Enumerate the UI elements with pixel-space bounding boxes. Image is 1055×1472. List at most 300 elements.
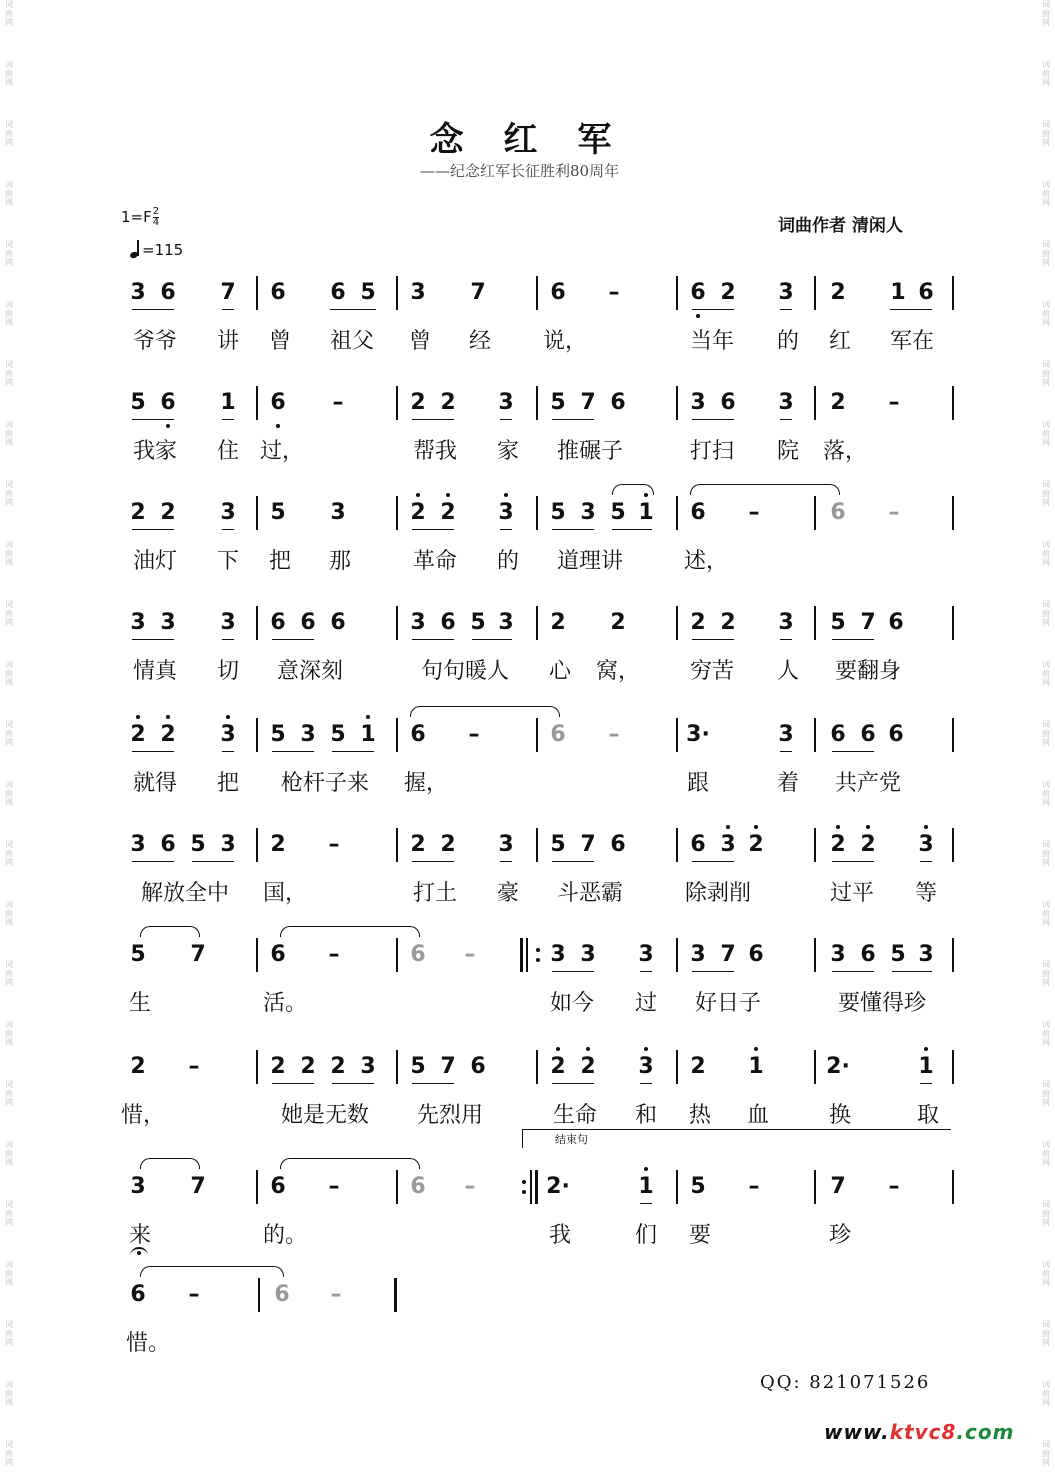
note: 5 (470, 610, 486, 635)
note: 5 (550, 390, 566, 415)
barline (814, 938, 816, 972)
double-barline (520, 938, 523, 972)
lyric: 我家 (132, 439, 178, 464)
barline (396, 496, 398, 530)
watermark-right (1039, 0, 1053, 1472)
underline (692, 639, 734, 640)
note: 7 (190, 942, 206, 967)
repeat-dot (536, 958, 540, 962)
barline (814, 828, 816, 862)
note: 5 (270, 722, 286, 747)
watermark-char: 曲 (1042, 1389, 1050, 1398)
watermark-char: 词 (5, 1020, 13, 1029)
watermark-char: 网 (1042, 78, 1050, 87)
watermark-char: 网 (5, 1038, 13, 1047)
barline (526, 938, 528, 972)
note: 1 (918, 1054, 934, 1079)
watermark-char: 网 (1042, 1218, 1050, 1227)
barline (952, 828, 954, 862)
barline (396, 1170, 398, 1204)
note: 3 (160, 610, 176, 635)
octave-dot-high (644, 1047, 648, 1051)
tie-slur (280, 1158, 420, 1169)
note: 3 (550, 942, 566, 967)
watermark-char: 曲 (1042, 1089, 1050, 1098)
watermark-char: 网 (5, 678, 13, 687)
underline (222, 529, 234, 530)
watermark-char: 词 (5, 1080, 13, 1089)
underline (222, 309, 234, 310)
note: 6 (860, 722, 876, 747)
watermark-char: 曲 (5, 1269, 13, 1278)
underline (132, 309, 174, 310)
watermark-char: 词 (5, 600, 13, 609)
barline (814, 1050, 816, 1084)
tempo-value: =115 (142, 241, 184, 259)
octave-dot-high (924, 1047, 928, 1051)
note: 2 (830, 390, 846, 415)
watermark-char: 词 (5, 300, 13, 309)
watermark-char: 网 (5, 198, 13, 207)
lyric: 当年 (689, 329, 735, 354)
lyric: 句句暖人 (420, 659, 510, 684)
watermark-char: 词 (1042, 1200, 1050, 1209)
watermark-char: 词 (1042, 540, 1050, 549)
note: 7 (190, 1174, 206, 1199)
note: 3 (410, 610, 426, 635)
note: 2 (748, 832, 764, 857)
note: 6 (130, 1282, 146, 1307)
note: 3 (130, 610, 146, 635)
note: 2 (550, 1054, 566, 1079)
underline (920, 1083, 932, 1084)
watermark-char: 词 (1042, 1380, 1050, 1389)
barline (952, 386, 954, 420)
barline (396, 606, 398, 640)
watermark-char: 曲 (5, 1029, 13, 1038)
watermark-char: 网 (1042, 618, 1050, 627)
song-title: 念 红 军 (429, 120, 626, 160)
note: 2 (860, 832, 876, 857)
lyric: 来 (128, 1223, 152, 1248)
note: 2 (580, 1054, 596, 1079)
note: 6 (160, 390, 176, 415)
time-numerator: 2 (152, 206, 160, 217)
lyric: 红 (828, 329, 852, 354)
note: 3 (778, 722, 794, 747)
underline (832, 751, 874, 752)
watermark-char: 曲 (5, 909, 13, 918)
watermark-char: 网 (5, 738, 13, 747)
note: 6 (440, 610, 456, 635)
lyric: 祖父 (329, 329, 375, 354)
note: 2 (160, 722, 176, 747)
watermark-char: 曲 (5, 249, 13, 258)
lyric: 意深刻 (276, 659, 344, 684)
lyric: 帮我 (412, 439, 458, 464)
underline (272, 751, 314, 752)
lyric: 血 (746, 1103, 770, 1128)
note: 2 (410, 832, 426, 857)
watermark-char: 曲 (5, 789, 13, 798)
note: 3 (830, 942, 846, 967)
underline (132, 861, 174, 862)
watermark-char: 网 (1042, 438, 1050, 447)
note: 2· (546, 1174, 570, 1199)
note: 6 (270, 280, 286, 305)
barline (536, 718, 538, 752)
underline (552, 529, 594, 530)
note: – (330, 1282, 342, 1307)
barline (814, 496, 816, 530)
watermark-char: 曲 (1042, 189, 1050, 198)
watermark-char: 曲 (5, 1149, 13, 1158)
watermark-char: 网 (5, 1218, 13, 1227)
lyric: 道理讲 (556, 549, 624, 574)
note: 3 (720, 832, 736, 857)
tie-slur (280, 926, 420, 937)
watermark-char: 词 (1042, 720, 1050, 729)
repeat-dot (536, 948, 540, 952)
lyric: 油灯 (132, 549, 178, 574)
note: 3 (638, 1054, 654, 1079)
watermark-char: 词 (1042, 780, 1050, 789)
lyric: 共产党 (834, 771, 902, 796)
note: 3 (690, 942, 706, 967)
barline (396, 828, 398, 862)
note: 1 (638, 1174, 654, 1199)
note: 5 (270, 500, 286, 525)
octave-dot-low (166, 424, 170, 428)
note: 3 (498, 832, 514, 857)
watermark-char: 网 (5, 1458, 13, 1467)
lyric: 惜。 (125, 1331, 171, 1356)
note: – (328, 1174, 340, 1199)
watermark-char: 网 (1042, 18, 1050, 27)
watermark-char: 曲 (1042, 1149, 1050, 1158)
watermark-char: 曲 (5, 549, 13, 558)
underline (552, 861, 594, 862)
watermark-char: 词 (1042, 120, 1050, 129)
underline (890, 309, 932, 310)
watermark-char: 词 (5, 120, 13, 129)
lyric: 人 (776, 659, 800, 684)
watermark-char: 曲 (1042, 969, 1050, 978)
watermark-char: 词 (1042, 360, 1050, 369)
underline (132, 419, 174, 420)
note: 5 (830, 610, 846, 635)
octave-dot-high (754, 825, 758, 829)
underline (222, 419, 234, 420)
lyric: 取 (916, 1103, 940, 1128)
barline (396, 386, 398, 420)
watermark-char: 词 (5, 180, 13, 189)
watermark-char: 网 (5, 18, 13, 27)
barline (536, 1050, 538, 1084)
lyric: 说， (542, 329, 588, 354)
note: 3 (498, 390, 514, 415)
lyric: 住 (216, 439, 240, 464)
note: 5 (130, 390, 146, 415)
watermark-char: 词 (5, 960, 13, 969)
watermark-char: 网 (1042, 1158, 1050, 1167)
watermark-char: 词 (1042, 1140, 1050, 1149)
note: 3 (778, 280, 794, 305)
note: – (188, 1054, 200, 1079)
lyric: 握， (403, 771, 449, 796)
note: 6 (330, 280, 346, 305)
watermark-char: 词 (1042, 1080, 1050, 1089)
watermark-char: 曲 (1042, 1269, 1050, 1278)
lyric: 她是无数 (280, 1103, 370, 1128)
note: 6 (610, 390, 626, 415)
lyric: 军在 (889, 329, 935, 354)
underline (892, 971, 932, 972)
watermark-char: 曲 (1042, 1029, 1050, 1038)
barline (676, 828, 678, 862)
octave-dot-high (586, 1047, 590, 1051)
note: 6 (410, 1174, 426, 1199)
note: – (748, 1174, 760, 1199)
watermark-char: 曲 (5, 1389, 13, 1398)
note: 3 (778, 390, 794, 415)
watermark-char: 曲 (5, 69, 13, 78)
watermark-char: 曲 (5, 1329, 13, 1338)
note: 6 (830, 722, 846, 747)
note: 6 (888, 610, 904, 635)
watermark-char: 词 (5, 360, 13, 369)
watermark-char: 词 (1042, 1320, 1050, 1329)
watermark-char: 网 (1042, 738, 1050, 747)
lyric: 革命 (412, 549, 458, 574)
octave-dot-high (556, 1047, 560, 1051)
watermark-char: 曲 (1042, 129, 1050, 138)
barline (536, 606, 538, 640)
watermark-char: 曲 (1042, 609, 1050, 618)
watermark-char: 曲 (5, 1449, 13, 1458)
note: 6 (690, 832, 706, 857)
watermark-char: 网 (1042, 498, 1050, 507)
octave-dot-high (416, 493, 420, 497)
underline (222, 751, 234, 752)
lyric: 推碾子 (556, 439, 624, 464)
watermark-char: 曲 (5, 1089, 13, 1098)
note: 6 (550, 280, 566, 305)
lyric: 过 (634, 991, 658, 1016)
note: – (328, 832, 340, 857)
underline (640, 971, 652, 972)
watermark-char: 网 (1042, 1098, 1050, 1107)
barline (676, 1170, 678, 1204)
watermark-char: 曲 (5, 9, 13, 18)
octave-dot-high (836, 825, 840, 829)
underline (132, 529, 174, 530)
watermark-char: 词 (1042, 840, 1050, 849)
watermark-char: 网 (1042, 558, 1050, 567)
lyric: 下 (216, 549, 240, 574)
note: 6 (270, 610, 286, 635)
underline (412, 639, 454, 640)
barline (256, 718, 258, 752)
note: 2 (300, 1054, 316, 1079)
watermark-char: 网 (1042, 1278, 1050, 1287)
note: 6 (160, 832, 176, 857)
watermark-char: 网 (5, 1278, 13, 1287)
watermark-char: 网 (5, 78, 13, 87)
note: 5 (410, 1054, 426, 1079)
watermark-char: 词 (1042, 0, 1050, 9)
tie-slur (140, 1158, 200, 1169)
note: 3 (918, 832, 934, 857)
lyric: 要 (688, 1223, 712, 1248)
watermark-char: 词 (5, 660, 13, 669)
double-barline (535, 1170, 538, 1204)
watermark-char: 网 (5, 1338, 13, 1347)
key-prefix: 1=F (121, 208, 152, 226)
barline (952, 276, 954, 310)
barline (814, 718, 816, 752)
watermark-char: 词 (1042, 240, 1050, 249)
watermark-char: 词 (1042, 900, 1050, 909)
watermark-char: 网 (5, 138, 13, 147)
watermark-char: 曲 (1042, 729, 1050, 738)
lyric: 惜， (120, 1103, 166, 1128)
watermark-char: 网 (5, 798, 13, 807)
underline (500, 861, 512, 862)
underline (332, 751, 374, 752)
note: 2 (830, 280, 846, 305)
note: 3 (690, 390, 706, 415)
note: 5 (330, 722, 346, 747)
watermark-char: 词 (1042, 660, 1050, 669)
lyric: 情真 (132, 659, 178, 684)
watermark-char: 曲 (5, 969, 13, 978)
watermark-char: 曲 (1042, 309, 1050, 318)
note: 5 (190, 832, 206, 857)
underline (412, 861, 454, 862)
note: 3· (686, 722, 710, 747)
quarter-note-icon (130, 240, 140, 258)
note: – (748, 500, 760, 525)
barline (530, 1170, 532, 1204)
note: 6 (748, 942, 764, 967)
watermark-char: 曲 (5, 189, 13, 198)
tie-slur (140, 1266, 284, 1277)
lyric: 的 (496, 549, 520, 574)
note: 3 (300, 722, 316, 747)
note: 1 (220, 390, 236, 415)
watermark-char: 曲 (1042, 429, 1050, 438)
watermark-char: 网 (1042, 858, 1050, 867)
underline (500, 419, 512, 420)
lyric: 活。 (262, 991, 308, 1016)
watermark-char: 词 (5, 1320, 13, 1329)
octave-dot-high (504, 493, 508, 497)
underline (412, 419, 454, 420)
note: 7 (830, 1174, 846, 1199)
lyric: 枪杆子来 (280, 771, 370, 796)
watermark-char: 曲 (1042, 9, 1050, 18)
lyric: 如今 (549, 991, 595, 1016)
double-barline (394, 1278, 397, 1312)
note: 3 (130, 280, 146, 305)
note: 3 (778, 610, 794, 635)
watermark-char: 曲 (5, 1209, 13, 1218)
underline (832, 971, 874, 972)
note: – (332, 390, 344, 415)
note: 2 (130, 500, 146, 525)
note: 3 (220, 610, 236, 635)
barline (536, 276, 538, 310)
note: 7 (860, 610, 876, 635)
lyric: 家 (496, 439, 520, 464)
note: 6 (690, 280, 706, 305)
lyric: 要翻身 (834, 659, 902, 684)
underline (330, 309, 376, 310)
octave-dot-low (276, 424, 280, 428)
tie-slur (690, 484, 840, 495)
lyric: 曾 (268, 329, 292, 354)
note: – (328, 942, 340, 967)
octave-dot-high (924, 825, 928, 829)
note: 6 (918, 280, 934, 305)
watermark-char: 词 (5, 840, 13, 849)
note: 3 (360, 1054, 376, 1079)
watermark-char: 曲 (1042, 789, 1050, 798)
underline (780, 639, 792, 640)
barline (814, 1170, 816, 1204)
barline (256, 938, 258, 972)
note: 3 (498, 500, 514, 525)
watermark-char: 网 (5, 1098, 13, 1107)
watermark-char: 曲 (1042, 489, 1050, 498)
barline (676, 718, 678, 752)
barline (952, 718, 954, 752)
watermark-char: 网 (1042, 258, 1050, 267)
lyric: 的。 (262, 1223, 308, 1248)
underline (332, 1083, 374, 1084)
composer-credit: 词曲作者 清闲人 (778, 216, 903, 236)
note: 3 (130, 1174, 146, 1199)
time-signature (153, 207, 159, 228)
lyric: 着 (776, 771, 800, 796)
note: 6 (830, 500, 846, 525)
note: – (464, 1174, 476, 1199)
note: – (888, 1174, 900, 1199)
note: 6 (470, 1054, 486, 1079)
underline (780, 309, 792, 310)
tie-slur (410, 706, 560, 717)
watermark-char: 网 (1042, 198, 1050, 207)
lyric: 和 (634, 1103, 658, 1128)
watermark-char: 词 (1042, 960, 1050, 969)
watermark-char: 曲 (5, 849, 13, 858)
note: 6 (888, 722, 904, 747)
note: 1 (890, 280, 906, 305)
barline (952, 1170, 954, 1204)
lyric: 们 (634, 1223, 658, 1248)
underline (832, 861, 874, 862)
lyric: 豪 (496, 881, 520, 906)
watermark-char: 词 (5, 240, 13, 249)
note: 1 (360, 722, 376, 747)
tie-slur (140, 926, 200, 937)
note: 2 (690, 1054, 706, 1079)
note: 7 (440, 1054, 456, 1079)
watermark-char: 曲 (1042, 669, 1050, 678)
lyric: 穷苦 (689, 659, 735, 684)
underline (780, 751, 792, 752)
